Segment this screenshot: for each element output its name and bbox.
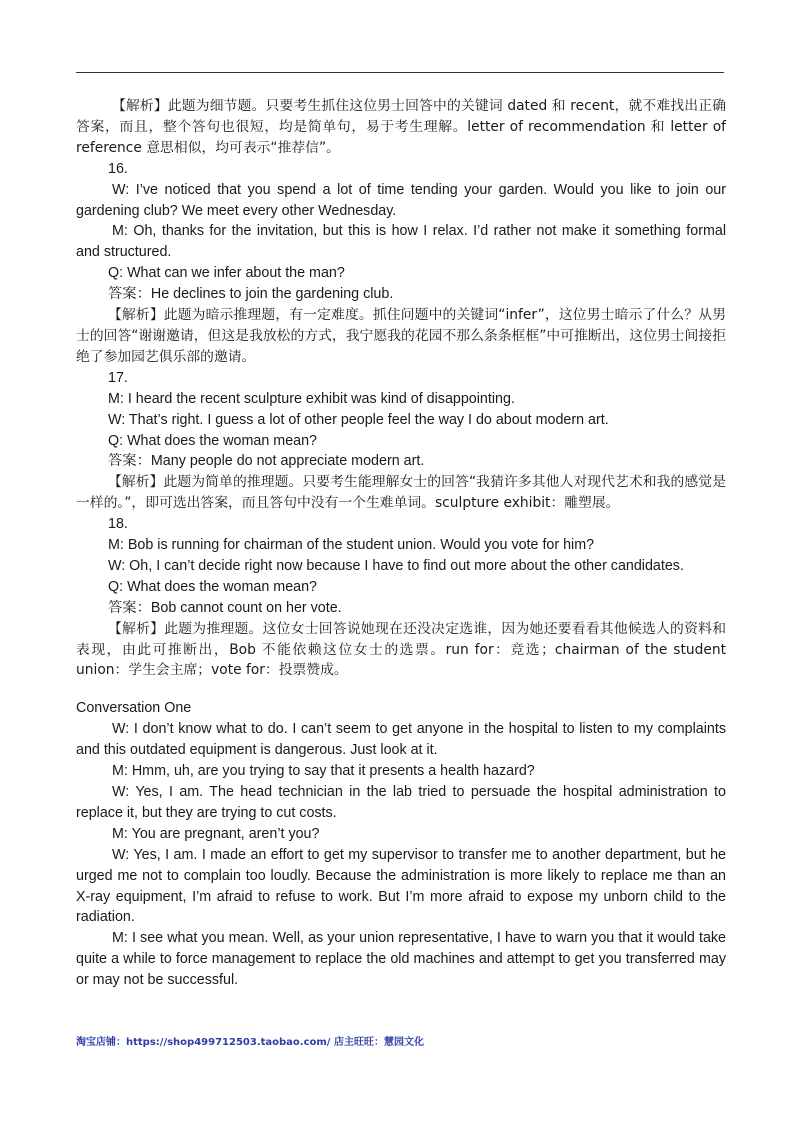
conversation-line: W: Yes, I am. I made an effort to get my supervisor to transfer me to another department, but he urged me not to complain too loudly. Because the administration is more likely to replace me than an X-ray equipment, I’m afraid to refuse to work. But I’m more afraid to expose my unborn child to the radiation. <box>76 846 726 926</box>
question-17-answer: 答案：Many people do not appreciate modern art. <box>108 453 425 470</box>
question-17-number: 17. <box>108 369 128 386</box>
question-18-answer: 答案：Bob cannot count on her vote. <box>108 599 342 616</box>
conversation-line: M: Hmm, uh, are you trying to say that it presents a health hazard? <box>112 763 535 780</box>
question-17-man-line: M: I heard the recent sculpture exhibit was kind of disappointing. <box>108 390 515 407</box>
question-18-woman-line: W: Oh, I can’t decide right now because I have to find out more about the other candidates. <box>108 557 684 574</box>
conversation-line: M: I see what you mean. Well, as your union representative, I have to warn you that it would take quite a while to force management to replace the old machines and attempt to get you transferred may or may not be successful. <box>76 930 726 989</box>
conversation-line: W: Yes, I am. The head technician in the lab tried to persuade the hospital administration to replace it, but they are trying to cut costs. <box>76 784 726 821</box>
header-rule <box>76 72 724 73</box>
question-18-man-line: M: Bob is running for chairman of the student union. Would you vote for him? <box>108 537 595 554</box>
analysis-15: 【解析】此题为细节题。只要考生抓住这位男士回答中的关键词 dated 和 recent，就不难找出正确答案，而且，整个答句也很短，均是简单句，易于考生理解。letter of recommendation 和 letter of reference 意思相似，均可表示“推荐信”。 <box>76 98 726 156</box>
question-18-analysis: 【解析】此题为推理题。这位女士回答说她现在还没决定选谁，因为她还要看看其他候选人的资料和表现，由此可推断出，Bob 不能依赖这位女士的选票。run for：竞选；chairman of the student union：学生会主席；vote for：投票赞成。 <box>76 620 726 679</box>
question-18-number: 18. <box>108 516 128 533</box>
question-16-analysis: 【解析】此题为暗示推理题，有一定难度。抓住问题中的关键词“infer”，这位男士暗示了什么？从男士的回答“谢谢邀请，但这是我放松的方式，我宁愿我的花园不那么条条框框”中可推断出，这位男士间接拒绝了参加园艺俱乐部的邀请。 <box>76 307 726 365</box>
conversation-line: W: I don’t know what to do. I can’t seem to get anyone in the hospital to listen to my complaints and this outdated equipment is dangerous. Just look at it. <box>76 721 726 759</box>
section-gap <box>76 681 726 698</box>
question-16-man-line: M: Oh, thanks for the invitation, but this is how I relax. I’d rather not make it something formal and structured. <box>76 223 726 261</box>
document-body <box>76 96 726 991</box>
question-16-number: 16. <box>108 160 128 177</box>
question-18-question: Q: What does the woman mean? <box>108 578 318 595</box>
question-16-woman-line: W: I’ve noticed that you spend a lot of time tending your garden. Would you like to join our gardening club? We meet every other Wednesday. <box>76 181 726 219</box>
conversation-title: Conversation One <box>76 700 192 717</box>
question-16-question: Q: What can we infer about the man? <box>108 265 345 282</box>
question-17-analysis: 【解析】此题为简单的推理题。只要考生能理解女士的回答“我猜许多其他人对现代艺术和我的感觉是一样的。”，即可选出答案，而且答句中没有一个生难单词。sculpture exhibit：雕塑展。 <box>76 474 726 512</box>
conversation-line: M: You are pregnant, aren’t you? <box>112 825 320 842</box>
footer-shop-info: 淘宝店铺：https://shop499712503.taobao.com/ 店主旺旺：慧园文化 <box>76 1037 424 1048</box>
question-17-question: Q: What does the woman mean? <box>108 432 318 449</box>
question-17-woman-line: W: That’s right. I guess a lot of other people feel the way I do about modern art. <box>108 411 609 428</box>
question-16-answer: 答案：He declines to join the gardening club. <box>108 286 394 303</box>
